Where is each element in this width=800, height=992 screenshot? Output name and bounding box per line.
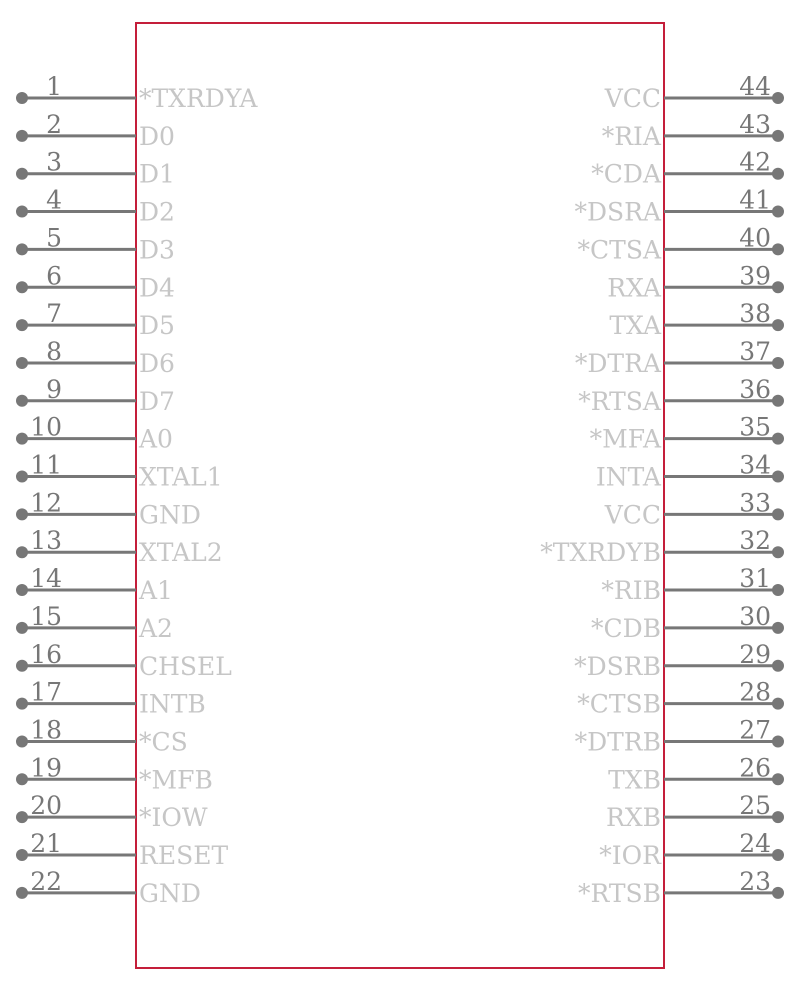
- pin-34: [596, 451, 784, 492]
- pin-number: 39: [739, 261, 771, 291]
- pin-name: CHSEL: [139, 651, 232, 681]
- pin-3: [16, 148, 175, 189]
- pin-number: 28: [739, 677, 771, 707]
- pin-terminal-dot: [772, 130, 784, 142]
- pin-name: *IOW: [139, 803, 208, 833]
- pin-terminal-dot: [16, 471, 28, 483]
- pin-37: [575, 337, 784, 378]
- pin-terminal-dot: [772, 887, 784, 899]
- pin-38: [609, 299, 784, 340]
- pin-name: *DTRA: [574, 348, 661, 378]
- pin-terminal-dot: [772, 319, 784, 331]
- pin-6: [16, 261, 175, 302]
- pin-number: 43: [739, 109, 771, 139]
- pin-name: D1: [139, 159, 175, 189]
- pin-27: [575, 715, 784, 756]
- pin-number: 10: [30, 412, 62, 442]
- pin-18: [16, 715, 188, 756]
- pin-24: [599, 829, 784, 870]
- pin-terminal-dot: [16, 281, 28, 293]
- pin-number: 2: [46, 109, 62, 139]
- pin-26: [608, 753, 784, 794]
- pin-name: D5: [139, 311, 175, 341]
- pin-number: 32: [739, 526, 771, 556]
- pin-number: 31: [739, 564, 771, 594]
- pin-number: 1: [46, 72, 62, 101]
- pin-terminal-dot: [16, 773, 28, 785]
- pin-number: 23: [739, 866, 771, 896]
- pin-number: 35: [739, 412, 771, 442]
- pin-name: *DTRB: [574, 727, 661, 757]
- pin-10: [16, 413, 173, 454]
- pin-name: XTAL2: [139, 538, 223, 568]
- pin-22: [16, 867, 201, 908]
- pin-43: [602, 110, 784, 151]
- pin-name: RXB: [606, 803, 661, 833]
- right-pin-group: [540, 72, 784, 908]
- pin-15: [16, 602, 173, 643]
- pin-terminal-dot: [772, 546, 784, 558]
- pin-terminal-dot: [772, 243, 784, 255]
- pin-name: TXA: [609, 311, 661, 341]
- pin-terminal-dot: [772, 433, 784, 445]
- pin-terminal-dot: [772, 660, 784, 672]
- pin-name: D2: [139, 197, 175, 227]
- pin-number: 33: [739, 488, 771, 518]
- pin-name: *RIA: [601, 121, 661, 151]
- pin-terminal-dot: [16, 735, 28, 747]
- pin-12: [16, 488, 201, 529]
- pin-name: INTB: [139, 689, 206, 719]
- pin-name: D3: [139, 235, 175, 265]
- pin-terminal-dot: [16, 887, 28, 899]
- pin-terminal-dot: [772, 168, 784, 180]
- left-pin-group: [16, 72, 258, 908]
- pin-30: [591, 602, 784, 643]
- pin-number: 3: [46, 147, 62, 177]
- pin-32: [540, 526, 784, 567]
- pin-name: *IOR: [599, 841, 661, 870]
- pin-number: 24: [739, 829, 771, 858]
- pin-number: 5: [46, 223, 62, 253]
- pin-20: [16, 791, 208, 832]
- pin-number: 8: [46, 336, 62, 366]
- pin-name: *MFA: [589, 424, 661, 454]
- pin-number: 29: [739, 639, 771, 669]
- pin-11: [16, 451, 223, 492]
- pin-terminal-dot: [16, 660, 28, 672]
- pin-terminal-dot: [16, 243, 28, 255]
- pin-35: [590, 413, 784, 454]
- pin-name: VCC: [604, 500, 661, 530]
- pin-terminal-dot: [16, 622, 28, 634]
- pin-terminal-dot: [16, 168, 28, 180]
- pin-number: 37: [739, 336, 771, 366]
- pin-number: 6: [46, 261, 62, 291]
- pin-terminal-dot: [772, 584, 784, 596]
- pin-number: 44: [739, 72, 771, 101]
- pin-40: [578, 223, 784, 264]
- pin-terminal-dot: [772, 773, 784, 785]
- pin-name: XTAL1: [139, 462, 223, 492]
- pin-number: 42: [739, 147, 771, 177]
- pin-number: 17: [30, 677, 62, 707]
- pin-terminal-dot: [772, 471, 784, 483]
- pin-33: [604, 488, 784, 529]
- pin-number: 27: [739, 715, 771, 745]
- pin-name: VCC: [604, 84, 661, 113]
- pin-25: [606, 791, 784, 832]
- pin-number: 7: [46, 299, 62, 329]
- pin-number: 22: [30, 866, 62, 896]
- pin-terminal-dot: [772, 281, 784, 293]
- pin-23: [578, 867, 784, 908]
- pin-name: GND: [139, 878, 201, 908]
- pin-number: 14: [30, 564, 62, 594]
- pin-terminal-dot: [772, 395, 784, 407]
- pin-name: *RIB: [601, 576, 661, 606]
- pin-28: [577, 678, 784, 719]
- pin-5: [16, 223, 175, 264]
- pin-name: INTA: [595, 462, 661, 492]
- pin-terminal-dot: [16, 508, 28, 520]
- pin-terminal-dot: [16, 584, 28, 596]
- pin-terminal-dot: [772, 735, 784, 747]
- pin-terminal-dot: [16, 319, 28, 331]
- pin-name: *DSRA: [574, 197, 661, 227]
- pin-terminal-dot: [16, 433, 28, 445]
- pin-number: 15: [30, 601, 62, 631]
- pin-number: 4: [46, 185, 62, 215]
- pin-name: D4: [139, 273, 175, 303]
- pin-number: 19: [30, 753, 62, 783]
- pin-number: 20: [30, 791, 62, 821]
- pin-name: *CTSA: [577, 235, 661, 265]
- pin-number: 16: [30, 639, 62, 669]
- pin-19: [16, 753, 213, 794]
- pin-name: *CDA: [591, 159, 661, 189]
- pin-terminal-dot: [16, 546, 28, 558]
- pin-terminal-dot: [16, 698, 28, 710]
- pin-name: *DSRB: [574, 651, 661, 681]
- pin-number: 11: [30, 450, 62, 480]
- pin-4: [16, 186, 175, 227]
- pin-39: [607, 261, 784, 302]
- pin-terminal-dot: [772, 811, 784, 823]
- pin-terminal-dot: [772, 206, 784, 218]
- pin-terminal-dot: [16, 849, 28, 861]
- pin-21: [16, 829, 228, 870]
- pin-44: [604, 72, 784, 113]
- pin-9: [16, 375, 175, 416]
- pin-name: A0: [139, 424, 173, 454]
- pin-number: 41: [739, 185, 771, 215]
- pin-2: [16, 110, 175, 151]
- pin-name: RESET: [139, 841, 229, 870]
- pin-7: [16, 299, 175, 340]
- pin-name: A2: [139, 613, 173, 643]
- pin-name: *CS: [139, 727, 188, 757]
- pin-terminal-dot: [16, 92, 28, 104]
- pin-42: [591, 148, 784, 189]
- pin-terminal-dot: [16, 357, 28, 369]
- pin-29: [574, 640, 784, 681]
- pin-name: *RTSB: [577, 878, 661, 908]
- pin-terminal-dot: [772, 622, 784, 634]
- pin-name: *RTSA: [578, 386, 661, 416]
- pin-name: RXA: [607, 273, 661, 303]
- pin-number: 13: [30, 526, 62, 556]
- pin-terminal-dot: [16, 206, 28, 218]
- pin-terminal-dot: [772, 92, 784, 104]
- pin-name: *CTSB: [577, 689, 661, 719]
- pin-number: 30: [739, 601, 771, 631]
- pin-terminal-dot: [16, 811, 28, 823]
- pin-name: A1: [139, 576, 173, 606]
- pin-name: *MFB: [139, 765, 213, 795]
- pin-8: [16, 337, 175, 378]
- ic-body-outline: [136, 23, 664, 968]
- pin-terminal-dot: [16, 395, 28, 407]
- pin-name: *TXRDYA: [139, 84, 258, 113]
- pin-name: D6: [139, 348, 175, 378]
- pin-name: *TXRDYB: [540, 538, 661, 568]
- pin-13: [16, 526, 223, 567]
- pin-terminal-dot: [772, 849, 784, 861]
- pin-number: 40: [739, 223, 771, 253]
- pin-number: 36: [739, 374, 771, 404]
- pin-36: [578, 375, 784, 416]
- pin-17: [16, 678, 206, 719]
- pin-41: [574, 186, 784, 227]
- pin-number: 38: [739, 299, 771, 329]
- pin-1: [16, 72, 258, 113]
- pin-terminal-dot: [16, 130, 28, 142]
- pin-name: D7: [139, 386, 175, 416]
- pin-name: TXB: [608, 765, 661, 795]
- pin-terminal-dot: [772, 357, 784, 369]
- pin-terminal-dot: [772, 698, 784, 710]
- pin-number: 34: [739, 450, 771, 480]
- pin-14: [16, 564, 173, 605]
- pin-16: [16, 640, 232, 681]
- pin-number: 25: [739, 791, 771, 821]
- pin-number: 21: [30, 829, 62, 858]
- pin-number: 26: [739, 753, 771, 783]
- pin-31: [601, 564, 784, 605]
- pin-number: 9: [46, 374, 62, 404]
- pin-name: D0: [139, 121, 175, 151]
- pin-name: GND: [139, 500, 201, 530]
- pin-number: 18: [30, 715, 62, 745]
- pin-terminal-dot: [772, 508, 784, 520]
- pin-number: 12: [30, 488, 62, 518]
- pin-name: *CDB: [590, 613, 661, 643]
